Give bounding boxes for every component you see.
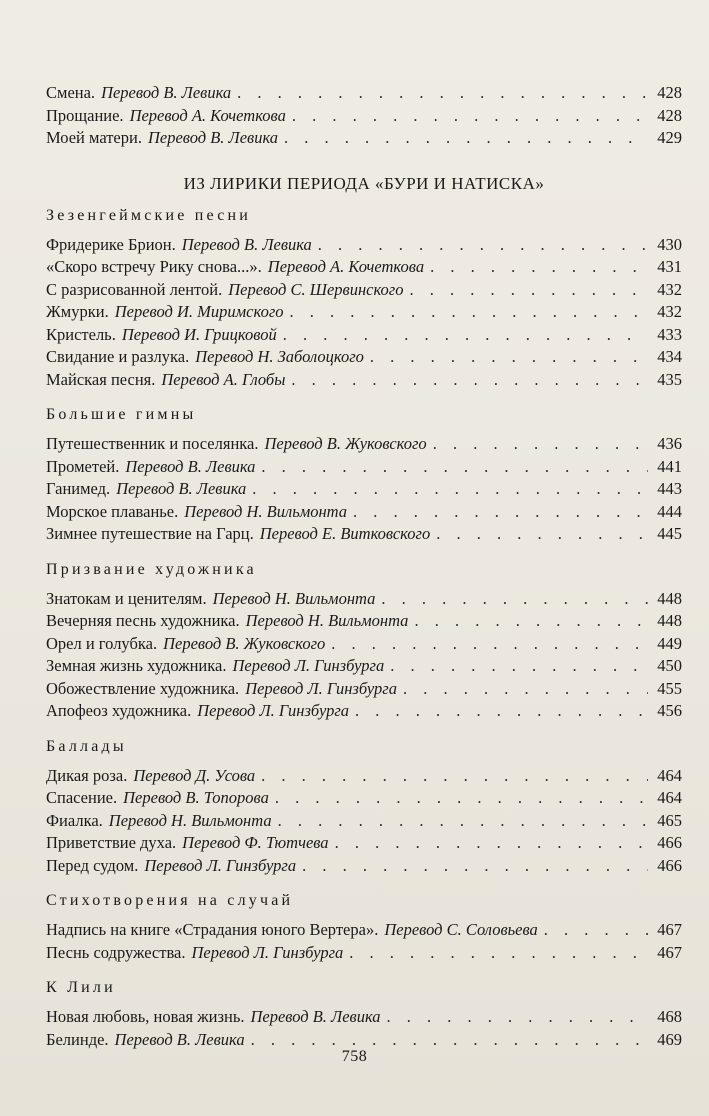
entry-translator: Перевод В. Левика <box>114 1029 245 1049</box>
toc-entry <box>46 633 682 656</box>
toc-entry <box>46 346 682 369</box>
toc-entry <box>46 501 682 524</box>
toc-entry <box>46 787 682 810</box>
entry-translator: Перевод Н. Вильмонта <box>184 501 348 521</box>
toc-entry <box>46 588 682 611</box>
entry-page: 448 <box>657 611 682 630</box>
entry-page: 450 <box>657 656 682 675</box>
entry-title: Спасение. <box>46 788 118 807</box>
entry-title: Фиалка. <box>46 810 103 830</box>
entry-translator: Перевод И. Миримского <box>114 302 284 321</box>
entry-translator: Перевод Л. Гинзбурга <box>245 678 397 698</box>
entry-translator: Перевод С. Шервинского <box>228 279 404 299</box>
entry-title: Жмурки. <box>46 302 109 321</box>
toc-entry <box>46 855 682 878</box>
toc-entry <box>46 324 682 347</box>
entry-title: Прометей. <box>46 456 120 476</box>
entry-page: 435 <box>657 369 682 389</box>
entry-title: Смена. <box>46 83 96 102</box>
entry-title: Земная жизнь художника. <box>46 656 227 675</box>
entry-page: 436 <box>657 434 682 453</box>
entry-translator: Перевод В. Жуковского <box>264 434 427 453</box>
entry-translator: Перевод В. Левика <box>101 83 232 102</box>
entry-page: 466 <box>657 855 682 875</box>
entry-translator: Перевод В. Топорова <box>123 788 269 807</box>
toc-entry <box>46 942 682 965</box>
toc-entry <box>46 1006 682 1029</box>
entry-translator: Перевод И. Грицковой <box>121 324 277 344</box>
period-title: ИЗ ЛИРИКИ ПЕРИОДА «БУРИ И НАТИСКА» <box>183 173 545 193</box>
dot-leader <box>414 610 648 633</box>
entry-page: 455 <box>657 678 682 698</box>
dot-leader <box>261 765 648 788</box>
entry-page: 433 <box>657 324 682 344</box>
dot-leader <box>433 433 648 456</box>
entry-title: Знатокам и ценителям. <box>46 588 207 608</box>
toc-entry <box>46 700 682 723</box>
entry-translator: Перевод Н. Вильмонта <box>245 611 409 630</box>
entry-page: 449 <box>657 633 682 653</box>
entry-title: Морское плаванье. <box>46 501 179 521</box>
dot-leader <box>349 942 648 965</box>
entry-translator: Перевод Л. Гинзбурга <box>191 942 344 962</box>
entry-translator: Перевод Л. Гинзбурга <box>197 701 350 720</box>
dot-leader <box>544 919 648 942</box>
entry-translator: Перевод С. Соловьева <box>384 920 538 939</box>
toc-entry <box>46 234 682 257</box>
entry-translator: Перевод Н. Вильмонта <box>108 810 272 830</box>
entry-translator: Перевод Е. Витковского <box>259 524 431 543</box>
entry-translator: Перевод Л. Гинзбурга <box>144 855 297 875</box>
entry-translator: Перевод А. Кочеткова <box>267 257 425 276</box>
entry-page: 434 <box>657 347 682 366</box>
entry-page: 430 <box>657 234 682 254</box>
group-heading: Стихотворения на случай <box>46 892 294 909</box>
entry-title: Обожествление художника. <box>46 678 240 698</box>
entry-page: 466 <box>657 833 682 852</box>
entry-title: Приветствие духа. <box>46 833 177 852</box>
entry-page: 445 <box>657 524 682 543</box>
entry-title: Ганимед. <box>46 479 111 498</box>
dot-leader <box>302 855 648 878</box>
entry-page: 464 <box>657 788 682 807</box>
entry-page: 456 <box>657 701 682 720</box>
dot-leader <box>283 324 648 347</box>
dot-leader <box>387 1006 648 1029</box>
entry-title: Прощание. <box>46 105 124 125</box>
entry-translator: Перевод В. Левика <box>116 479 247 498</box>
group-heading: К Лили <box>46 979 116 996</box>
intro-entries <box>46 82 682 150</box>
entry-title: Белинде. <box>46 1029 109 1049</box>
entry-translator: Перевод Н. Вильмонта <box>212 588 376 608</box>
dot-leader <box>252 478 648 501</box>
toc-entry <box>46 478 682 501</box>
entry-title: Майская песня. <box>46 369 156 389</box>
entry-title: Зимнее путешествие на Гарц. <box>46 524 254 543</box>
entry-translator: Перевод Ф. Тютчева <box>182 833 329 852</box>
entry-title: Фридерике Брион. <box>46 234 176 254</box>
entry-title: Перед судом. <box>46 855 139 875</box>
entry-translator: Перевод В. Левика <box>147 128 279 147</box>
toc-entry <box>46 301 682 324</box>
dot-leader <box>370 346 648 369</box>
toc-entry <box>46 810 682 833</box>
entry-translator: Перевод А. Глобы <box>161 369 286 389</box>
entry-page: 443 <box>657 479 682 498</box>
dot-leader <box>430 256 648 279</box>
toc-entry <box>46 369 682 392</box>
dot-leader <box>291 369 648 392</box>
entry-title: Новая любовь, новая жизнь. <box>46 1007 245 1026</box>
dot-leader <box>331 633 648 656</box>
entry-translator: Перевод Л. Гинзбурга <box>232 656 385 675</box>
toc-entry <box>46 127 682 150</box>
dot-leader <box>403 678 648 701</box>
entry-page: 464 <box>657 765 682 785</box>
dot-leader <box>335 832 648 855</box>
entry-title: Вечерняя песнь художника. <box>46 611 240 630</box>
entry-title: Моей матери. <box>46 128 142 147</box>
toc-entry <box>46 433 682 456</box>
dot-leader <box>261 456 648 479</box>
entry-title: «Скоро встречу Рику снова...». <box>46 257 262 276</box>
toc-entry <box>46 105 682 128</box>
entry-title: Песнь содружества. <box>46 942 186 962</box>
dot-leader <box>292 105 648 128</box>
toc-entry <box>46 919 682 942</box>
entry-translator: Перевод В. Левика <box>250 1007 381 1026</box>
dot-leader <box>278 810 648 833</box>
toc-entry <box>46 610 682 633</box>
entry-translator: Перевод В. Жуковского <box>163 633 326 653</box>
group-heading: Зезенгеймские песни <box>46 206 252 224</box>
page-number: 758 <box>341 1048 368 1065</box>
entry-page: 432 <box>657 302 682 321</box>
toc-entry <box>46 832 682 855</box>
entry-translator: Перевод В. Левика <box>181 234 312 254</box>
dot-leader <box>284 127 648 150</box>
dot-leader <box>353 501 648 524</box>
dot-leader <box>290 301 648 324</box>
toc-entry <box>46 678 682 701</box>
entry-page: 444 <box>657 501 682 521</box>
entry-translator: Перевод А. Кочеткова <box>129 105 286 125</box>
entry-title: Апофеоз художника. <box>46 701 192 720</box>
toc-entry <box>46 82 682 105</box>
dot-leader <box>318 234 648 257</box>
entry-page: 448 <box>657 588 682 608</box>
toc-entry <box>46 256 682 279</box>
entry-translator: Перевод Д. Усова <box>133 765 256 785</box>
entry-title: Путешественник и поселянка. <box>46 434 259 453</box>
entry-page: 467 <box>657 920 682 939</box>
entry-page: 465 <box>657 810 682 830</box>
dot-leader <box>237 82 648 105</box>
entry-translator: Перевод В. Левика <box>125 456 256 476</box>
dot-leader <box>355 700 648 723</box>
entry-title: Орел и голубка. <box>46 633 158 653</box>
dot-leader <box>275 787 648 810</box>
group-heading: Баллады <box>46 737 127 755</box>
entry-title: Надпись на книге «Страдания юного Вертера». <box>46 920 379 939</box>
entry-page: 432 <box>657 279 682 299</box>
entry-title: Дикая роза. <box>46 765 128 785</box>
toc-entry <box>46 279 682 302</box>
table-of-contents <box>46 82 682 1051</box>
entry-title: Кристель. <box>46 324 116 344</box>
toc-entry <box>46 765 682 788</box>
entry-title: С разрисованной лентой. <box>46 279 223 299</box>
dot-leader <box>436 523 648 546</box>
entry-page: 428 <box>657 83 682 102</box>
entry-page: 441 <box>657 456 682 476</box>
entry-page: 428 <box>657 105 682 125</box>
entry-page: 469 <box>657 1029 682 1049</box>
entry-page: 429 <box>657 128 682 147</box>
entry-page: 467 <box>657 942 682 962</box>
dot-leader <box>390 655 648 678</box>
toc-entry <box>46 456 682 479</box>
dot-leader <box>381 588 648 611</box>
toc-entry <box>46 523 682 546</box>
entry-page: 468 <box>657 1007 682 1026</box>
toc-entry <box>46 655 682 678</box>
group-heading: Призвание художника <box>46 560 257 578</box>
entry-page: 431 <box>657 257 682 276</box>
entry-title: Свидание и разлука. <box>46 347 190 366</box>
group-heading: Большие гимны <box>46 406 197 423</box>
dot-leader <box>409 279 648 302</box>
entry-translator: Перевод Н. Заболоцкого <box>195 347 364 366</box>
